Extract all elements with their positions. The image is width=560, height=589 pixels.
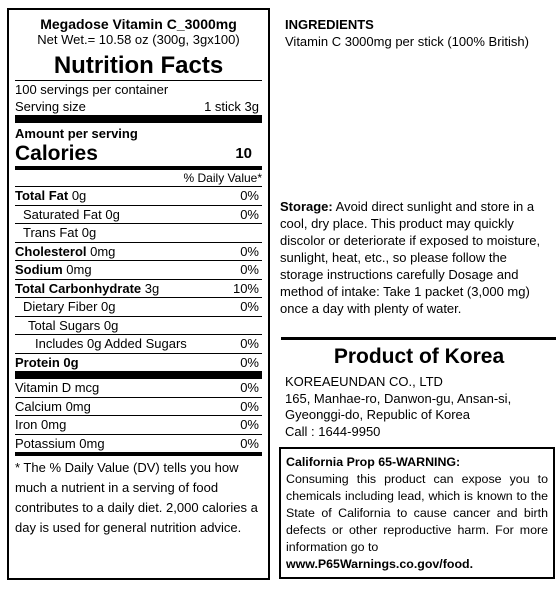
vitamin-label: Vitamin D mcg [15, 380, 100, 395]
servings-text: 100 servings per container [15, 82, 169, 97]
prop65-warning-box [279, 447, 555, 579]
nutrient-row [15, 334, 262, 353]
vitamin-label: Calcium 0mg [15, 398, 91, 414]
nutrient-dv [259, 317, 262, 335]
nutrient-dv: 0% [240, 206, 259, 222]
nutrient-row [15, 260, 262, 279]
nutrient-row [15, 186, 262, 205]
nutrient-dv: 0% [240, 299, 259, 314]
nutrient-row [15, 279, 262, 298]
servings-row [15, 81, 262, 98]
company-name: KOREAEUNDAN CO., LTD [285, 374, 443, 389]
daily-value-header: % Daily Value* [183, 171, 262, 185]
nutrient-row [15, 297, 262, 316]
serving-size-row [15, 98, 262, 115]
vitamin-label: Iron 0mg [15, 417, 67, 432]
nutrient-amount: Dietary Fiber 0g [23, 299, 116, 314]
nutrient-dv [259, 224, 262, 242]
calories-label: Calories [15, 142, 98, 165]
nutrient-amount: 3g [141, 280, 160, 296]
storage-text [280, 198, 548, 317]
nutrient-row [15, 223, 262, 242]
nutrient-dv: 0% [240, 188, 259, 203]
nutrient-name: Total Carbonhydrate [15, 280, 142, 296]
company-phone: Call : 1644-9950 [285, 423, 381, 439]
calories-value: 10 [235, 145, 252, 162]
net-weight: Net Wet.= 10.58 oz (300g, 3gx100) [37, 32, 240, 47]
vitamin-dv: 0% [240, 380, 259, 395]
vitamin-row [15, 397, 262, 416]
nutrient-dv: 0% [240, 336, 259, 351]
nutrient-dv: 0% [240, 354, 259, 370]
daily-value-footnote: * The % Daily Value (DV) tells you how much a nutrient in a serving of food contributes to a daily diet. 2,000 calories a day is used for general nutrition advice. [15, 460, 258, 535]
serving-size-value: 1 stick 3g [204, 99, 259, 114]
warning-text: Consuming this product can expose you to chemicals including lead, which is known to the State of California to cause cancer and birth defects or other reproductive harm. For more information go to [286, 472, 548, 554]
nutrient-name: Sodium [15, 262, 63, 277]
nutrient-amount: Saturated Fat 0g [23, 206, 120, 222]
calories-row [15, 142, 262, 166]
nutrient-row [15, 205, 262, 224]
serving-size-label: Serving size [15, 99, 86, 114]
nutrition-facts-panel [7, 8, 270, 580]
nutrient-dv: 10% [232, 280, 259, 296]
manufacturer-info [285, 374, 553, 440]
vitamin-dv: 0% [240, 398, 259, 414]
nutrient-amount: 0g [68, 188, 87, 203]
nutrient-dv: 0% [240, 243, 259, 259]
nutrient-amount: 0mg [86, 243, 116, 259]
divider-medium [15, 452, 262, 456]
warning-title: California Prop 65-WARNING: [286, 455, 461, 469]
nutrient-amount: Trans Fat 0g [23, 225, 97, 240]
nutrient-row [15, 242, 262, 261]
ingredients-title: INGREDIENTS [285, 17, 374, 32]
divider-thick [15, 115, 262, 123]
warning-url: www.P65Warnings.co.gov/food. [286, 557, 474, 571]
nutrient-row [15, 316, 262, 335]
vitamin-row [15, 434, 262, 453]
nutrient-name: Cholesterol [15, 243, 87, 259]
nutrient-amount: Total Sugars 0g [28, 317, 119, 333]
vitamin-dv: 0% [240, 417, 259, 432]
storage-body: Avoid direct sunlight and store in a cool, dry place. This product may quickly discolor or deteriorate if exposed to moisture, sunlight, heat, etc., so please follow the storage instructions carefully Dosage and method of intake: Take 1 packet (3,000 mg) once a day with plenty of water. [280, 199, 541, 316]
storage-label: Storage: [280, 199, 333, 214]
nutrient-amount: 0mg [62, 262, 92, 277]
vitamin-row [15, 379, 262, 397]
vitamin-dv: 0% [240, 435, 259, 451]
product-name: Megadose Vitamin C_3000mg [40, 16, 237, 32]
ingredients-text: Vitamin C 3000mg per stick (100% British) [285, 34, 529, 49]
nutrient-name: Protein 0g [15, 354, 79, 370]
nutrient-name: Total Fat [15, 188, 69, 203]
vitamin-row [15, 415, 262, 434]
amount-per-serving: Amount per serving [15, 126, 138, 141]
nutrient-row [15, 353, 262, 372]
product-of-korea: Product of Korea [333, 345, 505, 368]
nutrient-amount: Includes 0g Added Sugars [35, 336, 187, 351]
company-address: 165, Manhae-ro, Danwon-gu, Ansan-si, Gyeonggi-do, Republic of Korea [285, 390, 512, 422]
nutrition-facts-title: Nutrition Facts [53, 52, 224, 79]
divider-thick [15, 371, 262, 379]
origin-divider [281, 337, 556, 340]
vitamin-label: Potassium 0mg [15, 435, 105, 451]
nutrient-dv: 0% [240, 262, 259, 277]
